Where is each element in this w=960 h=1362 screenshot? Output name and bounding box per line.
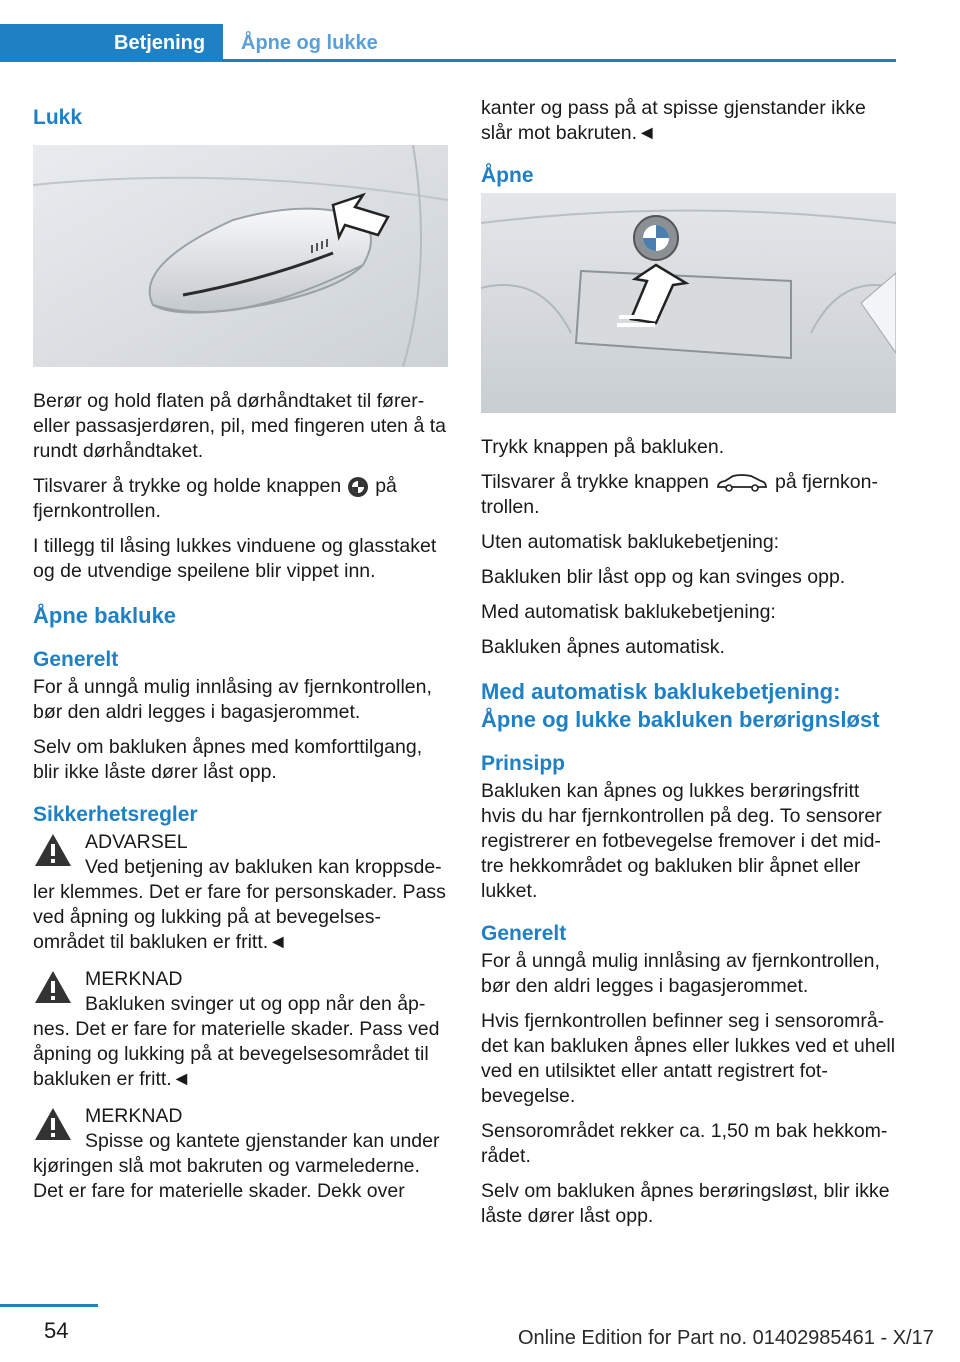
text: på fjernkontrollen.: [33, 475, 397, 522]
tab-betjening: Betjening: [0, 24, 223, 62]
paragraph: Selv om bakluken åpnes berøringsløst, blir ikke låste dører låst opp.: [481, 1180, 890, 1227]
heading-apne: Åpne: [481, 164, 534, 187]
paragraph: Uten automatisk baklukebetjening:: [481, 531, 780, 553]
warning-title: ADVARSEL: [85, 831, 188, 853]
paragraph-trunk-button: [481, 470, 896, 520]
heading-apne-bakluke: Åpne bakluke: [33, 603, 177, 628]
paragraph-lock-button: [33, 474, 448, 524]
text: Tilsvarer å trykke knappen: [481, 471, 709, 493]
door-handle-figure: [33, 145, 448, 367]
heading-beroringslost: Med automatisk baklukebetjening: Åpne og lukke bakluken berørignsløst: [481, 679, 880, 732]
paragraph: Hvis fjernkontrollen befinner seg i sensorområ-det kan bakluken åpnes eller lukkes ved et uhell ved en utilsiktet eller antatt registrert fot-bevegelse.: [481, 1010, 896, 1107]
paragraph: Sensorområdet rekker ca. 1,50 m bak hekkom-rådet.: [481, 1120, 888, 1167]
warning-text-first-line: Spisse og kantete gjenstander kan under: [85, 1130, 440, 1152]
header-rule: [223, 59, 896, 62]
paragraph: I tillegg til låsing lukkes vinduene og glasstaket og de utvendige speilene blir vippet inn.: [33, 535, 437, 582]
car-trunk-button-icon: [715, 473, 769, 493]
paragraph: Berør og hold flaten på dørhåndtaket til fører- eller passasjerdøren, pil, med fingeren uten å ta rundt dørhåndtaket.: [33, 390, 446, 462]
trunk-button-figure: [481, 193, 896, 413]
heading-prinsipp: Prinsipp: [481, 752, 566, 775]
warning-text: kjøringen slå mot bakruten og varmelederne. Det er fare for materielle skader. Dekk over: [33, 1155, 420, 1202]
edition-note: Online Edition for Part no. 01402985461 - X/17: [518, 1327, 934, 1349]
warning-title: MERKNAD: [85, 1105, 183, 1127]
warning-block-advarsel: [33, 830, 448, 955]
warning-text: ler klemmes. Det er fare for personskader. Pass ved åpning og lukking på at bevegelses-området til bakluken er fritt.◄: [33, 881, 446, 953]
warning-block-merknad-2: [33, 1104, 448, 1204]
warning-text: nes. Det er fare for materielle skader. Pass ved åpning og lukking på at bevegelsesområdet til bakluken er fritt.◄: [33, 1018, 440, 1090]
paragraph: For å unngå mulig innlåsing av fjernkontrollen, bør den aldri legges i bagasjerommet.: [481, 950, 880, 997]
heading-generelt: Generelt: [481, 922, 567, 945]
warning-text-first-line: Bakluken svinger ut og opp når den åp-: [85, 993, 426, 1015]
paragraph: Bakluken blir låst opp og kan svinges opp.: [481, 566, 846, 588]
text: Tilsvarer å trykke og holde knappen: [33, 475, 342, 497]
page-number: 54: [44, 1318, 69, 1343]
paragraph: Selv om bakluken åpnes med komforttilgang, blir ikke låste dører låst opp.: [33, 736, 423, 783]
warning-triangle-icon: [33, 832, 73, 868]
warning-triangle-icon: [33, 1106, 73, 1142]
warning-block-merknad: [33, 967, 448, 1092]
right-column: [481, 96, 896, 1239]
paragraph: Med automatisk baklukebetjening:: [481, 601, 776, 623]
paragraph: Bakluken kan åpnes og lukkes berøringsfritt hvis du har fjernkontrollen på deg. To sensorer registrerer en fotbevegelse fremover i det mid-tre hekkområdet og bakluken blir åpnet eller lukket.: [481, 780, 882, 902]
bmw-lock-button-icon: [347, 476, 369, 498]
header-tabs: [0, 24, 896, 62]
warning-text-first-line: Ved betjening av bakluken kan kroppsde-: [85, 856, 442, 878]
paragraph: Trykk knappen på bakluken.: [481, 436, 725, 458]
left-column: [33, 96, 448, 1216]
paragraph: kanter og pass på at spisse gjenstander ikke slår mot bakruten.◄: [481, 97, 866, 144]
heading-generelt: Generelt: [33, 648, 119, 671]
text: på fjernkon-trollen.: [481, 471, 878, 518]
warning-title: MERKNAD: [85, 968, 183, 990]
paragraph: Bakluken åpnes automatisk.: [481, 636, 725, 658]
footer-rule: [0, 1304, 98, 1307]
warning-triangle-icon: [33, 969, 73, 1005]
tab-apne-og-lukke: Åpne og lukke: [241, 32, 378, 54]
heading-sikkerhetsregler: Sikkerhetsregler: [33, 803, 198, 826]
paragraph: For å unngå mulig innlåsing av fjernkontrollen, bør den aldri legges i bagasjerommet.: [33, 676, 432, 723]
heading-lukk: Lukk: [33, 106, 83, 129]
